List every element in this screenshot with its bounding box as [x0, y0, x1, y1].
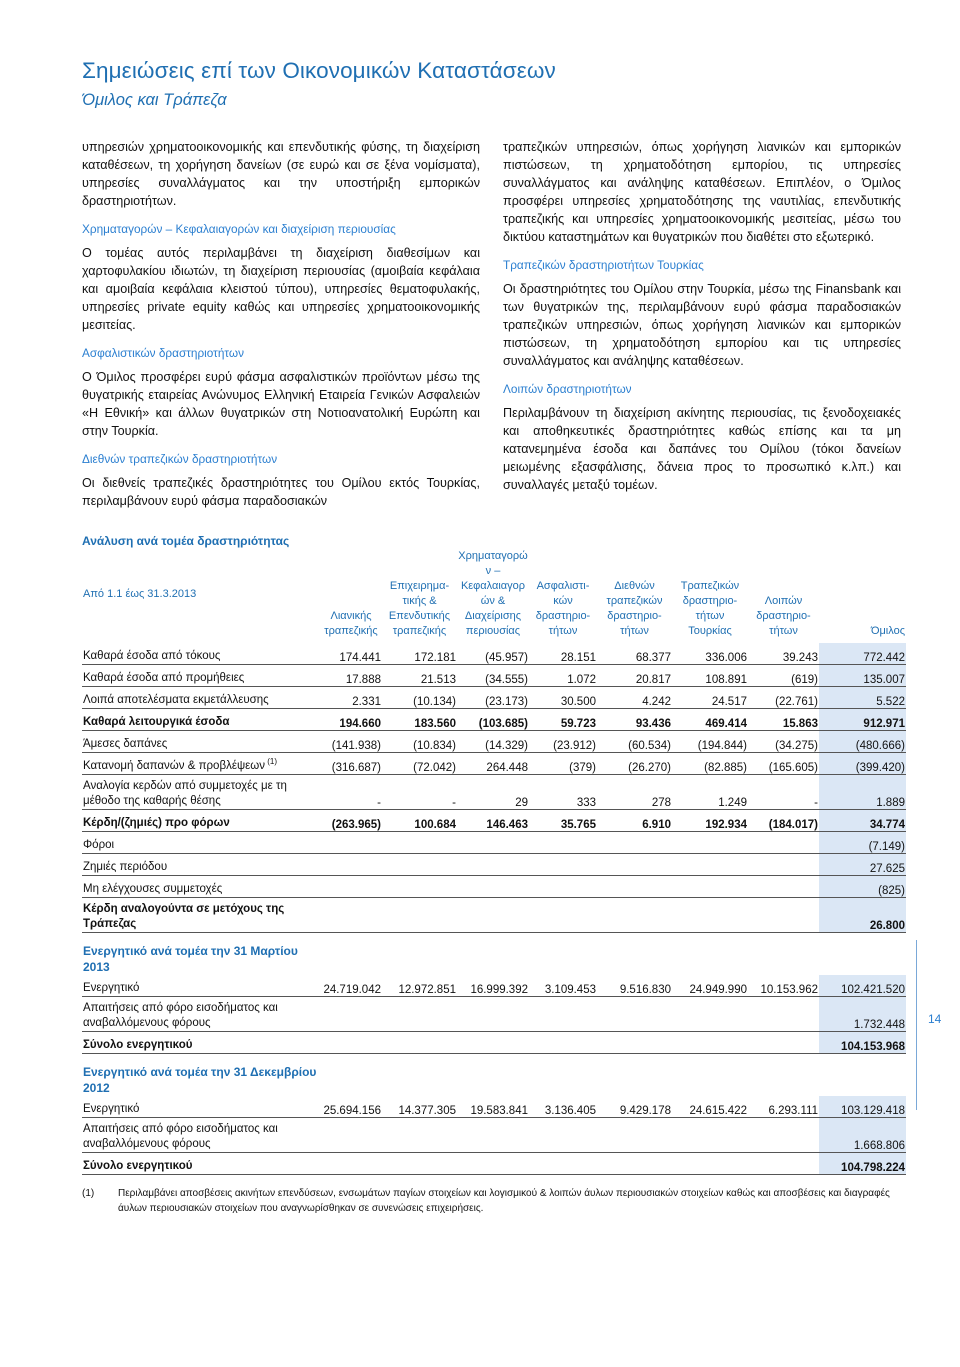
group-total-cell: 104.153.968 [819, 1032, 906, 1054]
row-label-text: Σύνολο ενεργητικού [83, 1039, 193, 1051]
value-cell: 1.249 [672, 775, 748, 810]
spacer-cell [82, 1054, 320, 1065]
row-label-text: Απαιτήσεις από φόρο εισοδήματος και αναβαλλόμενους φόρους [83, 1002, 278, 1029]
value-cell [529, 997, 597, 1032]
value-cell [457, 1032, 529, 1054]
column-header-line: τήτων [548, 625, 578, 637]
value-cell [457, 876, 529, 898]
page-title: Σημειώσεις επί των Οικονομικών Καταστάσεων [82, 58, 556, 83]
value-cell: 194.660 [320, 709, 382, 731]
column-header-line [383, 564, 456, 579]
value-cell: 333 [529, 775, 597, 810]
value-cell [529, 1153, 597, 1175]
column-header-line [749, 549, 818, 564]
group-total-cell: 103.129.418 [819, 1096, 906, 1118]
row-label [82, 687, 320, 709]
column-header [457, 549, 529, 643]
value-cell [597, 1032, 672, 1054]
value-cell: 1.072 [529, 665, 597, 687]
row-label [82, 665, 320, 687]
group-total-cell: 26.800 [819, 898, 906, 933]
spacer-row [82, 933, 906, 944]
value-cell: 174.441 [320, 643, 382, 665]
value-cell: (10.134) [382, 687, 457, 709]
column-header-line: Διαχείρισης [464, 610, 522, 622]
column-header-line: ν – [485, 565, 501, 577]
column-header-line: ών & [480, 595, 506, 607]
value-cell [748, 898, 819, 933]
value-cell: 3.136.405 [529, 1096, 597, 1118]
value-cell: 20.817 [597, 665, 672, 687]
value-cell: 24.719.042 [320, 975, 382, 997]
value-cell: (194.844) [672, 731, 748, 753]
value-cell: (23.173) [457, 687, 529, 709]
section-heading: Τραπεζικών δραστηριοτήτων Τουρκίας [503, 258, 704, 272]
footnote-ref: (1) [265, 757, 277, 767]
group-total-cell: 1.732.448 [819, 997, 906, 1032]
section-heading: Χρηματαγορών – Κεφαλαιαγορών και διαχείριση περιουσίας [82, 222, 396, 236]
row-label [82, 753, 320, 775]
value-cell: 28.151 [529, 643, 597, 665]
table-row [82, 1032, 906, 1054]
value-cell [529, 898, 597, 933]
paragraph: υπηρεσιών χρηματοοικονομικής και επενδυτικής φύσης, τη διαχείριση καταθέσεων, τη χορήγηση δανείων (σε ευρώ και σε ξένα νομίσματα), υπηρεσίες συναλλάγματος και την υποστήριξη εμπορικών δραστηριοτήτων. [82, 140, 480, 208]
value-cell: (60.534) [597, 731, 672, 753]
value-cell: 68.377 [597, 643, 672, 665]
row-label [82, 1153, 320, 1175]
value-cell [672, 854, 748, 876]
value-cell [320, 997, 382, 1032]
column-header-line [530, 564, 596, 579]
row-label-text: Ενεργητικό [83, 1103, 140, 1115]
value-cell: 183.560 [382, 709, 457, 731]
row-label-text: Μη ελέγχουσες συμμετοχές [83, 883, 223, 895]
row-label [82, 731, 320, 753]
row-label-text: Απαιτήσεις από φόρο εισοδήματος και αναβαλλόμενους φόρους [83, 1123, 278, 1150]
value-cell: 469.414 [672, 709, 748, 731]
value-cell [748, 854, 819, 876]
row-label [82, 975, 320, 997]
period-label: Από 1.1 έως 31.3.2013 [83, 587, 197, 600]
column-header-line [321, 594, 381, 609]
table-row [82, 997, 906, 1032]
value-cell: - [382, 775, 457, 810]
column-header-line: Λοιπών [764, 595, 803, 607]
value-cell [597, 1118, 672, 1153]
value-cell [382, 832, 457, 854]
value-cell [748, 997, 819, 1032]
column-header-line [820, 579, 905, 594]
column-header-line: τήτων [620, 625, 649, 637]
value-cell: (619) [748, 665, 819, 687]
table-row [82, 876, 906, 898]
column-header [672, 549, 748, 643]
value-cell: 4.242 [597, 687, 672, 709]
value-cell: 35.765 [529, 810, 597, 832]
value-cell: 146.463 [457, 810, 529, 832]
row-label-text: Λοιπά αποτελέσματα εκμετάλλευσης [83, 694, 269, 706]
column-header-line: τραπεζικής [324, 625, 378, 637]
paragraph: Ο τομέας αυτός περιλαμβάνει τη διαχείριση διαθεσίμων και χαρτοφυλακίου ιδιωτών, τη διαχείριση περιουσίας (αμοιβαία κεφάλαια και αμοιβαία κεφάλαια κλειστού τύπου), υπηρεσίες θεματοφυλακής, υπηρεσίες private equity καθώς και υπηρεσίες χρηματοοικονομικής μεσιτείας. [82, 246, 480, 332]
column-header-line [749, 564, 818, 579]
row-label-text: Άμεσες δαπάνες [83, 738, 168, 750]
row-label-text: Ενεργητικό [83, 982, 140, 994]
value-cell: 9.429.178 [597, 1096, 672, 1118]
column-header-line [820, 594, 905, 609]
value-cell: 192.934 [672, 810, 748, 832]
value-cell: 9.516.830 [597, 975, 672, 997]
value-cell: 264.448 [457, 753, 529, 775]
value-cell: 10.153.962 [748, 975, 819, 997]
column-header [382, 549, 457, 643]
right-text-column [503, 138, 901, 504]
value-cell: 2.331 [320, 687, 382, 709]
column-header-line: Όμιλος [870, 625, 905, 637]
column-header-line: τήτων [769, 625, 798, 637]
page-subtitle: Όμιλος και Τράπεζα [82, 91, 227, 109]
value-cell [382, 854, 457, 876]
value-cell [748, 1118, 819, 1153]
group-total-cell: 1.668.806 [819, 1118, 906, 1153]
value-cell [382, 1118, 457, 1153]
value-cell [672, 832, 748, 854]
value-cell: (82.885) [672, 753, 748, 775]
column-header-line: Επενδυτικής [388, 610, 451, 622]
column-header-line: Τουρκίας [688, 625, 732, 637]
row-label [82, 1032, 320, 1054]
value-cell [672, 1153, 748, 1175]
column-header [529, 549, 597, 643]
column-header-line [820, 609, 905, 624]
value-cell: - [748, 775, 819, 810]
column-header-line: Χρηματαγορώ [458, 550, 528, 562]
value-cell: 16.999.392 [457, 975, 529, 997]
value-cell: (10.834) [382, 731, 457, 753]
value-cell: (316.687) [320, 753, 382, 775]
column-header-line: Διεθνών [614, 580, 655, 592]
group-total-cell: (480.666) [819, 731, 906, 753]
group-total-cell: (399.420) [819, 753, 906, 775]
column-header-line [749, 579, 818, 594]
section-heading: Διεθνών τραπεζικών δραστηριοτήτων [82, 452, 278, 466]
value-cell [672, 898, 748, 933]
group-total-cell: 772.442 [819, 643, 906, 665]
table-row [82, 775, 906, 810]
left-text-column [82, 138, 480, 520]
value-cell: 24.949.990 [672, 975, 748, 997]
group-total-cell: 27.625 [819, 854, 906, 876]
group-total-cell: 104.798.224 [819, 1153, 906, 1175]
footnote-mark: (1) [82, 1188, 95, 1199]
value-cell: 39.243 [748, 643, 819, 665]
section-title-row [82, 943, 906, 975]
row-label [82, 810, 320, 832]
value-cell [457, 898, 529, 933]
column-header-line: Ασφαλιστι- [536, 580, 590, 592]
value-cell: (263.965) [320, 810, 382, 832]
row-label-text: Φόροι [83, 839, 115, 851]
table-row [82, 975, 906, 997]
value-cell [597, 898, 672, 933]
value-cell: 6.910 [597, 810, 672, 832]
row-label-text: Καθαρά έσοδα από προμήθειες [83, 672, 245, 684]
column-header-line: τικής & [402, 595, 437, 607]
row-label [82, 854, 320, 876]
row-label [82, 898, 320, 933]
column-header-line: Επιχειρημα- [389, 580, 450, 592]
spacer-row [82, 1054, 906, 1065]
column-header-line [820, 549, 905, 564]
value-cell [457, 1153, 529, 1175]
table-row [82, 753, 906, 775]
column-header [320, 549, 382, 643]
section-heading: Ασφαλιστικών δραστηριοτήτων [82, 346, 244, 360]
value-cell: 59.723 [529, 709, 597, 731]
value-cell: 6.293.111 [748, 1096, 819, 1118]
column-header-line: τήτων [695, 610, 725, 622]
column-header-line: κών [553, 595, 573, 607]
column-header-line: Κεφαλαιαγορ [460, 580, 526, 592]
table-row [82, 665, 906, 687]
value-cell [320, 1118, 382, 1153]
value-cell: 336.006 [672, 643, 748, 665]
row-label [82, 1096, 320, 1118]
row-label-text: Κατανομή δαπανών & προβλέψεων [83, 760, 265, 772]
value-cell: (103.685) [457, 709, 529, 731]
value-cell: (184.017) [748, 810, 819, 832]
value-cell [529, 1032, 597, 1054]
value-cell: (34.275) [748, 731, 819, 753]
table-row [82, 854, 906, 876]
column-header-line [530, 549, 596, 564]
value-cell [320, 1032, 382, 1054]
paragraph: Οι διεθνείς τραπεζικές δραστηριότητες του Ομίλου εκτός Τουρκίας, περιλαμβάνουν ευρύ φάσμα παραδοσιακών [82, 476, 480, 508]
value-cell: 30.500 [529, 687, 597, 709]
value-cell: 12.972.851 [382, 975, 457, 997]
column-header-line [598, 564, 671, 579]
table-row [82, 643, 906, 665]
value-cell [672, 1032, 748, 1054]
value-cell [748, 832, 819, 854]
row-label [82, 832, 320, 854]
page-edge-bar [916, 940, 917, 1110]
value-cell [457, 832, 529, 854]
value-cell [529, 1118, 597, 1153]
footnote [82, 1186, 912, 1216]
footnote-text: Περιλαμβάνει αποσβέσεις ακινήτων επενδύσεων, ενσωμάτων παγίων στοιχείων και λογισμικού & λοιπών άυλων περιουσιακών στοιχείων καθώς και αποσβέσεις και διαγραφές άυλων περιουσιακών στοιχείων που αναγνωρίσθηκαν σε συνενώσεις επιχειρήσεις. [118, 1188, 890, 1214]
row-label [82, 997, 320, 1032]
table-row [82, 1096, 906, 1118]
value-cell: 19.583.841 [457, 1096, 529, 1118]
value-cell: 108.891 [672, 665, 748, 687]
column-header-line: δραστηριο- [682, 595, 738, 607]
value-cell [672, 876, 748, 898]
value-cell [320, 854, 382, 876]
value-cell: - [320, 775, 382, 810]
value-cell: 14.377.305 [382, 1096, 457, 1118]
row-label-text: Κέρδη/(ζημιές) προ φόρων [83, 817, 230, 829]
paragraph: Περιλαμβάνουν τη διαχείριση ακίνητης περιουσίας, τις ξενοδοχειακές και αποθηκευτικές δραστηριότητες καθώς επίσης και τα μη κατανεμημένα έσοδα και δαπάνες του Ομίλου (τόκοι δανείων μειωμένης εξασφάλισης, δάνεια προς το προσωπικό κ.λπ.) και συναλλαγές μεταξύ τομέων. [503, 406, 901, 492]
value-cell: 29 [457, 775, 529, 810]
value-cell [320, 876, 382, 898]
group-total-cell: 912.971 [819, 709, 906, 731]
value-cell [529, 854, 597, 876]
value-cell: (14.329) [457, 731, 529, 753]
section-title: Ενεργητικό ανά τομέα την 31 Μαρτίου 2013 [83, 944, 298, 974]
column-header-line [321, 564, 381, 579]
value-cell: 21.513 [382, 665, 457, 687]
value-cell [457, 854, 529, 876]
group-total-cell: (7.149) [819, 832, 906, 854]
column-header-line: δραστηριο- [756, 610, 811, 622]
value-cell [320, 898, 382, 933]
page-number: 14 [928, 1012, 942, 1026]
group-total-cell: (825) [819, 876, 906, 898]
value-cell [529, 832, 597, 854]
value-cell: 3.109.453 [529, 975, 597, 997]
value-cell [748, 876, 819, 898]
group-total-cell: 5.522 [819, 687, 906, 709]
table-row [82, 709, 906, 731]
value-cell: (72.042) [382, 753, 457, 775]
group-total-cell: 102.421.520 [819, 975, 906, 997]
value-cell [748, 1153, 819, 1175]
row-label [82, 1118, 320, 1153]
value-cell: 93.436 [597, 709, 672, 731]
column-header-line [598, 549, 671, 564]
table-row [82, 832, 906, 854]
table-row [82, 1153, 906, 1175]
value-cell [597, 832, 672, 854]
group-total-cell: 34.774 [819, 810, 906, 832]
column-header-line: τραπεζικών [606, 595, 663, 607]
row-label-text: Καθαρά λειτουργικά έσοδα [83, 716, 230, 728]
row-label [82, 709, 320, 731]
value-cell [457, 1118, 529, 1153]
value-cell [320, 832, 382, 854]
value-cell: (34.555) [457, 665, 529, 687]
paragraph: Οι δραστηριότητες του Ομίλου στην Τουρκία, μέσω της Finansbank και των θυγατρικών της, περιλαμβάνουν ευρύ φάσμα παραδοσιακών τραπεζικών υπηρεσιών, όπως χορήγηση λιανικών και εμπορικών πιστώσεων, τη χρηματοδότηση εμπορίου και τις υπηρεσίες συναλλάγματος και ανάληψης καταθέσεων. [503, 282, 901, 368]
column-header [819, 549, 906, 643]
value-cell [382, 997, 457, 1032]
segment-analysis [82, 533, 906, 1175]
value-cell: 278 [597, 775, 672, 810]
column-header-line: Λιανικής [330, 610, 372, 622]
value-cell: 24.615.422 [672, 1096, 748, 1118]
value-cell: 25.694.156 [320, 1096, 382, 1118]
table-row [82, 898, 906, 933]
row-label-text: Σύνολο ενεργητικού [83, 1160, 193, 1172]
column-header-line [321, 579, 381, 594]
group-total-cell: 1.889 [819, 775, 906, 810]
value-cell [597, 876, 672, 898]
section-title-row [82, 1064, 906, 1096]
column-header-line [820, 564, 905, 579]
table-row [82, 810, 906, 832]
value-cell: (165.605) [748, 753, 819, 775]
row-label-text: Καθαρά έσοδα από τόκους [83, 650, 221, 662]
section-heading: Λοιπών δραστηριοτήτων [503, 382, 632, 396]
value-cell [597, 854, 672, 876]
value-cell: 17.888 [320, 665, 382, 687]
value-cell [529, 876, 597, 898]
value-cell [672, 997, 748, 1032]
value-cell: (26.270) [597, 753, 672, 775]
column-header-line: δραστηριο- [535, 610, 591, 622]
value-cell: 24.517 [672, 687, 748, 709]
group-total-cell: 135.007 [819, 665, 906, 687]
paragraph: τραπεζικών υπηρεσιών, όπως χορήγηση λιανικών και εμπορικών πιστώσεων, τη χρηματοδότηση εμπορίου, τις υπηρεσίες συναλλάγματος και ανάληψης καταθέσεων. Επιπλέον, ο Όμιλος προσφέρει υπηρεσίες χρηματοδότησης της ναυτιλίας, επενδυτικής τραπεζικής και υπηρεσίες χρηματοοικονομικής μεσιτείας, μέσω του δικτύου καταστημάτων και θυγατρικών που διαθέτει στο εξωτερικό. [503, 140, 901, 244]
row-label [82, 876, 320, 898]
column-header-line: Τραπεζικών [680, 580, 740, 592]
value-cell [382, 1153, 457, 1175]
value-cell: 172.181 [382, 643, 457, 665]
column-header-line [673, 564, 747, 579]
value-cell: (22.761) [748, 687, 819, 709]
value-cell [382, 876, 457, 898]
value-cell: 100.684 [382, 810, 457, 832]
column-header-line [673, 549, 747, 564]
segment-table [82, 549, 906, 1175]
value-cell [672, 1118, 748, 1153]
table-header-row [82, 549, 906, 643]
table-row [82, 687, 906, 709]
value-cell [748, 1032, 819, 1054]
column-header-line: δραστηριο- [607, 610, 662, 622]
value-cell [382, 1032, 457, 1054]
table-row [82, 1118, 906, 1153]
value-cell [597, 997, 672, 1032]
value-cell [320, 1153, 382, 1175]
row-label-text: Αναλογία κερδών από συμμετοχές με τη μέθοδο της καθαρής θέσης [83, 780, 287, 807]
column-header-line: τραπεζικής [392, 625, 447, 637]
value-cell: (379) [529, 753, 597, 775]
table-row [82, 731, 906, 753]
column-header [597, 549, 672, 643]
value-cell: (45.957) [457, 643, 529, 665]
column-header [748, 549, 819, 643]
column-header-line: περιουσίας [465, 625, 521, 637]
value-cell: (141.938) [320, 731, 382, 753]
row-label-text: Ζημιές περιόδου [83, 861, 168, 873]
paragraph: Ο Όμιλος προσφέρει ευρύ φάσμα ασφαλιστικών προϊόντων μέσω της θυγατρικής εταιρείας Ανώνυμος Ελληνική Εταιρεία Γενικών Ασφαλειών «Η Εθνική» και άλλων θυγατρικών στη Νοτιοανατολική Ευρώπη και στην Τουρκία. [82, 370, 480, 438]
row-label-text: Κέρδη αναλογούντα σε μετόχους της Τράπεζας [83, 903, 285, 930]
value-cell: 15.863 [748, 709, 819, 731]
value-cell [457, 997, 529, 1032]
value-cell [382, 898, 457, 933]
value-cell: (23.912) [529, 731, 597, 753]
spacer-cell [82, 933, 320, 944]
section-title: Ενεργητικό ανά τομέα την 31 Δεκεμβρίου 2012 [83, 1065, 317, 1095]
row-label [82, 775, 320, 810]
table-title: Ανάλυση ανά τομέα δραστηριότητας [82, 534, 290, 548]
value-cell [597, 1153, 672, 1175]
row-label [82, 643, 320, 665]
